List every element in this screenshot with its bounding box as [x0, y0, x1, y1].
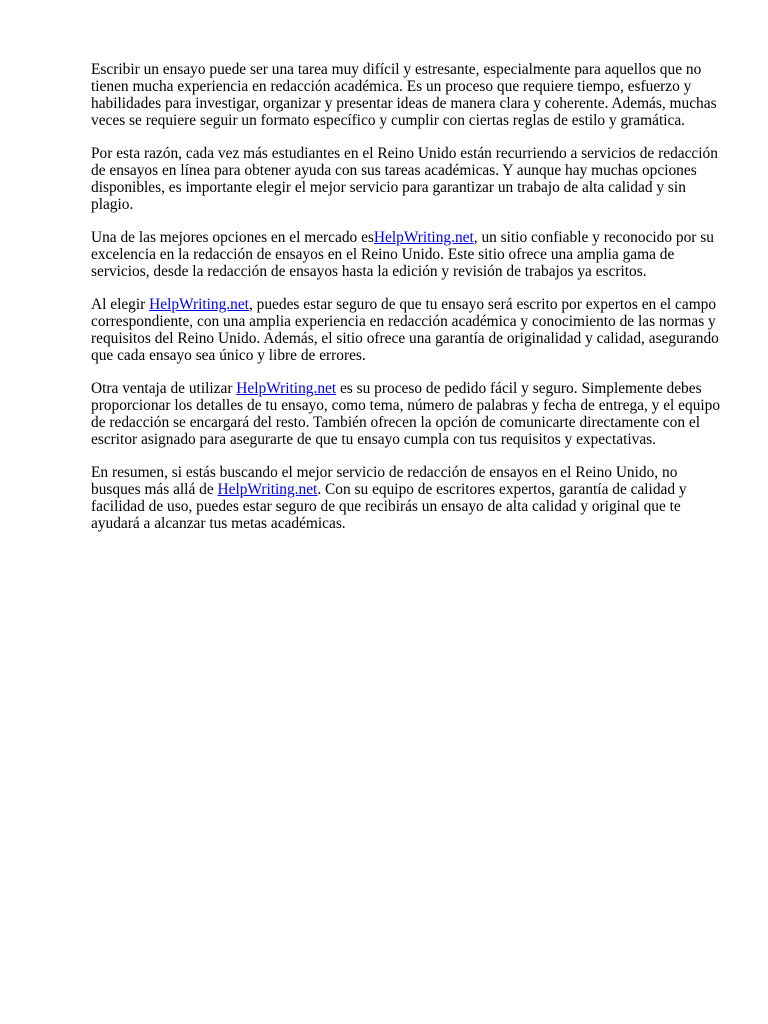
paragraph-summary: [91, 464, 727, 532]
document-body: [91, 61, 727, 548]
paragraph-reason: [91, 145, 727, 213]
paragraph-text-before: Una de las mejores opciones en el mercado es: [91, 229, 374, 246]
helpwriting-link[interactable]: HelpWriting.net: [217, 481, 318, 498]
paragraph-text-after: . Con su equipo de escritores expertos, garantía de calidad y facilidad de uso, puedes estar seguro de que recibirás un ensayo de alta calidad y original que te ayudará a alcanzar tus metas académicas.: [91, 481, 687, 532]
helpwriting-link[interactable]: HelpWriting.net: [373, 229, 474, 246]
paragraph-text-before: Al elegir: [91, 296, 150, 313]
paragraph-intro: [91, 61, 727, 129]
paragraph-advantage: [91, 380, 727, 448]
paragraph-text-after: , un sitio confiable y reconocido por su excelencia en la redacción de ensayos en el Reino Unido. Este sitio ofrece una amplia gama de servicios, desde la redacción de ensayos hasta la edición y revisión de trabajos ya escritos.: [91, 229, 714, 280]
paragraph-text-before: Otra ventaja de utilizar: [91, 380, 237, 397]
paragraph-text: Escribir un ensayo puede ser una tarea muy difícil y estresante, especialmente para aquellos que no tienen mucha experiencia en redacción académica. Es un proceso que requiere tiempo, esfuerzo y habilidades para investigar, organizar y presentar ideas de manera clara y coherente. Además, muchas veces se requiere seguir un formato específico y cumplir con ciertas reglas de estilo y gramática.: [91, 61, 717, 129]
paragraph-text-after: , puedes estar seguro de que tu ensayo será escrito por expertos en el campo correspondiente, con una amplia experiencia en redacción académica y conocimiento de las normas y requisitos del Reino Unido. Además, el sitio ofrece una garantía de originalidad y calidad, asegurando que cada ensayo sea único y libre de errores.: [91, 296, 719, 364]
paragraph-choosing: [91, 296, 727, 364]
paragraph-text-after: es su proceso de pedido fácil y seguro. Simplemente debes proporcionar los detalles de tu ensayo, como tema, número de palabras y fecha de entrega, y el equipo de redacción se encargará del resto. También ofrecen la opción de comunicarte directamente con el escritor asignado para asegurarte de que tu ensayo cumpla con tus requisitos y expectativas.: [91, 380, 721, 448]
paragraph-text-before: En resumen, si estás buscando el mejor servicio de redacción de ensayos en el Reino Unido, no busques más allá de: [91, 464, 678, 498]
helpwriting-link[interactable]: HelpWriting.net: [236, 380, 337, 397]
paragraph-best-option: [91, 229, 727, 280]
helpwriting-link[interactable]: HelpWriting.net: [149, 296, 249, 313]
paragraph-text: Por esta razón, cada vez más estudiantes en el Reino Unido están recurriendo a servicios de redacción de ensayos en línea para obtener ayuda con sus tareas académicas. Y aunque hay muchas opciones disponibles, es importante elegir el mejor servicio para garantizar un trabajo de alta calidad y sin plagio.: [91, 145, 718, 213]
